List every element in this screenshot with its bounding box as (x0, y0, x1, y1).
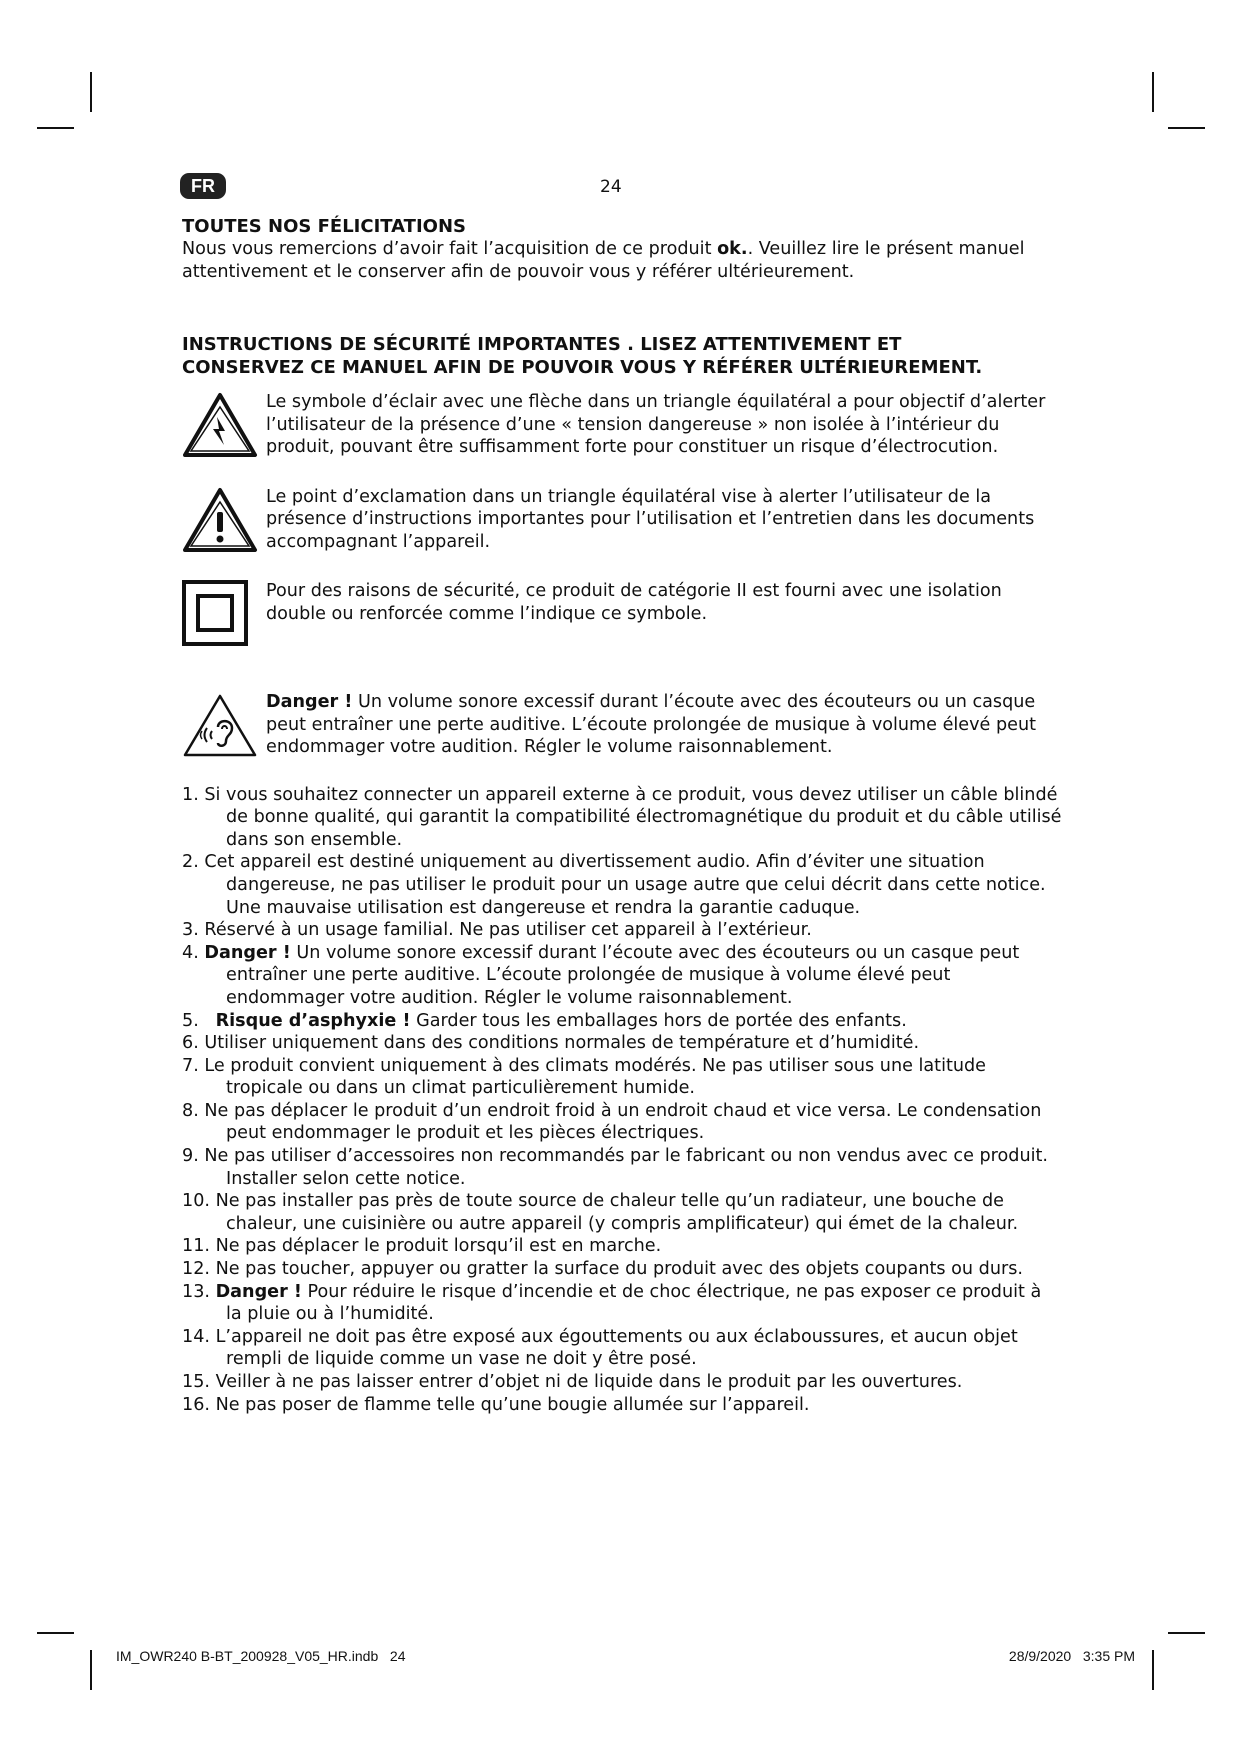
instruction-item: 13. Danger ! Pour réduire le risque d’incendie et de choc électrique, ne pas exposer ce produit à la pluie ou à l’humidité. (182, 1281, 1042, 1325)
crop-mark (37, 127, 74, 129)
page-content (182, 215, 1062, 1416)
instruction-item: 7. Le produit convient uniquement à des climats modérés. Ne pas utiliser sous une latitude tropicale ou dans un climat particulièrement humide. (182, 1055, 987, 1099)
exclamation-triangle-icon (182, 486, 266, 561)
danger-label: Danger ! (266, 691, 353, 712)
instruction-item: 12. Ne pas toucher, appuyer ou gratter la surface du produit avec des objets coupants ou durs. (182, 1259, 1023, 1280)
instruction-item: 15. Veiller à ne pas laisser entrer d’objet ni de liquide dans le produit par les ouvertures. (182, 1372, 963, 1392)
symbol-text: Le symbole d’éclair avec une flèche dans un triangle équilatéral a pour objectif d’alerter l’utilisateur de la présence d’une « tension dangereuse » non isolée à l’intérieur du produit, pouvant être suffisamment forte pour constituer un risque d’électrocution. (266, 392, 1046, 458)
instruction-item: 2. Cet appareil est destiné uniquement au divertissement audio. Afin d’éviter une situation dangereuse, ne pas utiliser le produit pour un usage autre que celui décrit dans cette notice. Une mauvaise utilisation est dangereuse et rendra la garantie caduque. (182, 852, 1046, 918)
instruction-item: 16. Ne pas poser de flamme telle qu’une bougie allumée sur l’appareil. (182, 1394, 810, 1415)
crop-mark (1168, 1632, 1205, 1634)
symbol-text: Le point d’exclamation dans un triangle équilatéral vise à alerter l’utilisateur de la présence d’instructions importantes pour l’utilisation et l’entretien dans les documents accompagnant l’appareil. (266, 486, 1035, 552)
instruction-item: 3. Réservé à un usage familial. Ne pas utiliser cet appareil à l’extérieur. (182, 920, 812, 941)
instruction-item: 10. Ne pas installer pas près de toute source de chaleur telle qu’un radiateur, une bouche de chaleur, une cuisinière ou autre appareil (y compris amplificateur) qui émet de la chaleur. (182, 1191, 1019, 1234)
language-badge: FR (180, 173, 226, 199)
intro-text: Nous vous remercions d’avoir fait l’acquisition de ce produit (182, 239, 718, 259)
instruction-item: 8. Ne pas déplacer le produit d’un endroit froid à un endroit chaud et vice versa. Le condensation peut endommager le produit et les pièces électriques. (182, 1100, 1042, 1144)
danger-text: Un volume sonore excessif durant l’écoute avec des écouteurs ou un casque peut entraîner une perte auditive. L’écoute prolongée de musique à volume élevé peut endommager votre audition. Régler le volume raisonnablement. (266, 691, 1036, 758)
instruction-item: 14. L’appareil ne doit pas être exposé aux égouttements ou aux éclaboussures, et aucun objet rempli de liquide comme un vase ne doit y être posé. (182, 1326, 1018, 1370)
symbol-lightning (182, 391, 1062, 466)
instruction-item: 4. Danger ! Un volume sonore excessif durant l’écoute avec des écouteurs ou un casque peut entraîner une perte auditive. L’écoute prolongée de musique à volume élevé peut endommager votre audition. Régler le volume raisonnablement. (182, 942, 1020, 1008)
lightning-triangle-icon (182, 391, 266, 466)
crop-mark (1152, 72, 1154, 112)
page-number: 24 (600, 177, 622, 197)
congratulations-title: TOUTES NOS FÉLICITATIONS (182, 216, 466, 237)
double-insulation-icon (182, 580, 266, 653)
safety-heading-line: CONSERVEZ CE MANUEL AFIN DE POUVOIR VOUS Y RÉFÉRER ULTÉRIEUREMENT. (182, 357, 983, 379)
intro-paragraph (182, 238, 1062, 283)
instruction-item: 9. Ne pas utiliser d’accessoires non recommandés par le fabricant ou non vendus avec ce produit. Installer selon cette notice. (182, 1146, 1048, 1189)
crop-mark (90, 1650, 92, 1690)
safety-heading-line: INSTRUCTIONS DE SÉCURITÉ IMPORTANTES . LISEZ ATTENTIVEMENT ET (182, 334, 902, 356)
symbol-exclamation (182, 486, 1062, 561)
instruction-item: 11. Ne pas déplacer le produit lorsqu’il est en marche. (182, 1236, 662, 1257)
instructions-list (182, 784, 1062, 1417)
intro-text-end: . Veuillez lire le présent manuel attentivement et le conserver afin de pouvoir vous y référer ultérieurement. (182, 239, 1025, 282)
symbol-text (266, 691, 1062, 759)
symbol-text: Pour des raisons de sécurité, ce produit de catégorie II est fourni avec une isolation double ou renforcée comme l’indique ce symbole. (266, 581, 1002, 624)
footer-filename: IM_OWR240 B-BT_200928_V05_HR.indb 24 (116, 1648, 406, 1664)
footer-timestamp: 28/9/2020 3:35 PM (1008, 1648, 1135, 1664)
instruction-item: 6. Utiliser uniquement dans des conditions normales de température et d’humidité. (182, 1033, 920, 1054)
crop-mark (37, 1632, 74, 1634)
hearing-warning-icon (182, 691, 266, 766)
safety-heading (182, 333, 1062, 379)
crop-mark (1152, 1650, 1154, 1690)
instruction-item: 1. Si vous souhaitez connecter un appareil externe à ce produit, vous devez utiliser un câble blindé de bonne qualité, qui garantit la compatibilité électromagnétique du produit et du câble utilisé dans son ensemble. (182, 784, 1062, 850)
crop-mark (90, 72, 92, 112)
crop-mark (1168, 127, 1205, 129)
instruction-item: 5. Risque d’asphyxie ! Garder tous les emballages hors de portée des enfants. (182, 1010, 907, 1031)
symbol-hearing (182, 691, 1062, 766)
brand-name: ok. (717, 239, 748, 259)
symbol-double-insulation (182, 580, 1062, 653)
